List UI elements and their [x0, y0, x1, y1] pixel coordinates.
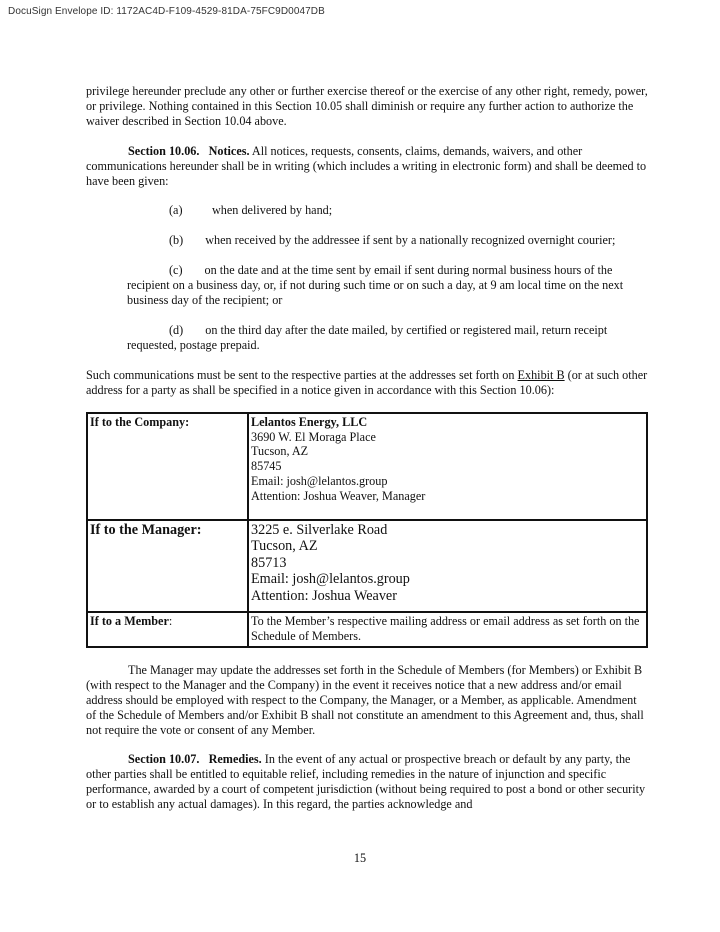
table-row-member [87, 612, 647, 647]
address-line: 3690 W. El Moraga Place [251, 429, 376, 444]
attention-line: Attention: Joshua Weaver [251, 587, 397, 604]
member-label-text: If to a Member [90, 614, 169, 629]
member-label-colon: : [168, 614, 173, 629]
notice-item-d [127, 323, 648, 353]
company-label: If to the Company: [87, 413, 248, 520]
item-text: when received by the addressee if sent by a nationally recognized overnight courier; [205, 233, 616, 248]
notice-item-b [127, 233, 648, 248]
table-row-manager [87, 520, 647, 612]
item-text: on the date and at the time sent by email if sent during normal business hours of the recipient on a business day, or, if not during such time or on such a day, at 9 am local time on the next business day of the recipient; or [127, 263, 624, 308]
company-name: Lelantos Energy, LLC [251, 414, 368, 429]
address-line: Tucson, AZ [251, 538, 318, 555]
member-label [87, 612, 248, 647]
address-line: 85713 [251, 554, 287, 571]
section-text: All notices, requests, consents, claims, demands, waivers, and other communications hereunder shall be in writing (which includes a writing in electronic form) and shall be deemed to have been given: [86, 143, 647, 188]
item-text: when delivered by hand; [212, 203, 333, 218]
address-line: Tucson, AZ [251, 444, 309, 459]
address-line: 3225 e. Silverlake Road [251, 522, 388, 539]
item-label: (a) [169, 203, 183, 218]
item-label: (b) [169, 233, 184, 248]
email-line: Email: josh@lelantos.group [251, 571, 410, 588]
paragraph-waiver-continuation: privilege hereunder preclude any other or further exercise thereof or the exercise of any other right, remedy, power, or privilege. Nothing contained in this Section 10.05 shall diminish or require any further action to authorize the waiver described in Section 10.04 above. [86, 84, 648, 128]
notice-address-table [86, 412, 648, 648]
section-title: Remedies. [208, 752, 262, 767]
manager-address [248, 520, 647, 612]
notice-item-c [127, 263, 648, 308]
item-text: on the third day after the date mailed, by certified or registered mail, return receipt requested, postage prepaid. [127, 322, 608, 352]
page-content [86, 84, 648, 812]
docusign-envelope-id: DocuSign Envelope ID: 1172AC4D-F109-4529-81DA-75FC9D0047DB [8, 6, 325, 17]
address-update-paragraph: The Manager may update the addresses set forth in the Schedule of Members (for Members) or Exhibit B (with respect to the Manager and the Company) in the event it receives notice that a new address and/or email address should be employed with respect to the Company, the Manager, or a Member, as applicable. Amendment of the Schedule of Members and/or Exhibit B shall not constitute an amendment to this Agreement and, thus, shall not require the vote or consent of any Member. [86, 662, 644, 737]
manager-label: If to the Manager: [87, 520, 248, 612]
comm-text-before: Such communications must be sent to the respective parties at the addresses set forth on [86, 367, 518, 382]
item-label: (c) [169, 263, 183, 278]
notice-item-a [127, 203, 648, 218]
section-text: In the event of any actual or prospective breach or default by any party, the other parties shall be entitled to equitable relief, including remedies in the nature of injunction and specific performance, awarded by a court of competent jurisdiction (without being required to post a bond or other security or to establish any actual damages). In this regard, the parties acknowledge and [86, 752, 646, 812]
communications-paragraph [86, 368, 648, 398]
address-line: 85745 [251, 459, 282, 474]
section-10-07-remedies [86, 752, 648, 812]
comm-text-after: (or at such other address for a party as shall be specified in a notice given in accordance with this Section 10.06): [86, 367, 648, 397]
member-address: To the Member’s respective mailing address or email address as set forth on the Schedule of Members. [248, 612, 647, 647]
attention-line: Attention: Joshua Weaver, Manager [251, 489, 426, 504]
exhibit-b-reference: Exhibit B [517, 367, 565, 382]
company-address [248, 413, 647, 520]
email-line: Email: josh@lelantos.group [251, 474, 388, 489]
section-number: Section 10.06. [128, 143, 200, 158]
item-label: (d) [169, 322, 184, 337]
section-number: Section 10.07. [128, 752, 200, 767]
page-number: 15 [353, 851, 367, 865]
section-10-06-notices [86, 144, 648, 189]
section-title: Notices. [208, 143, 250, 158]
table-row-company [87, 413, 647, 520]
